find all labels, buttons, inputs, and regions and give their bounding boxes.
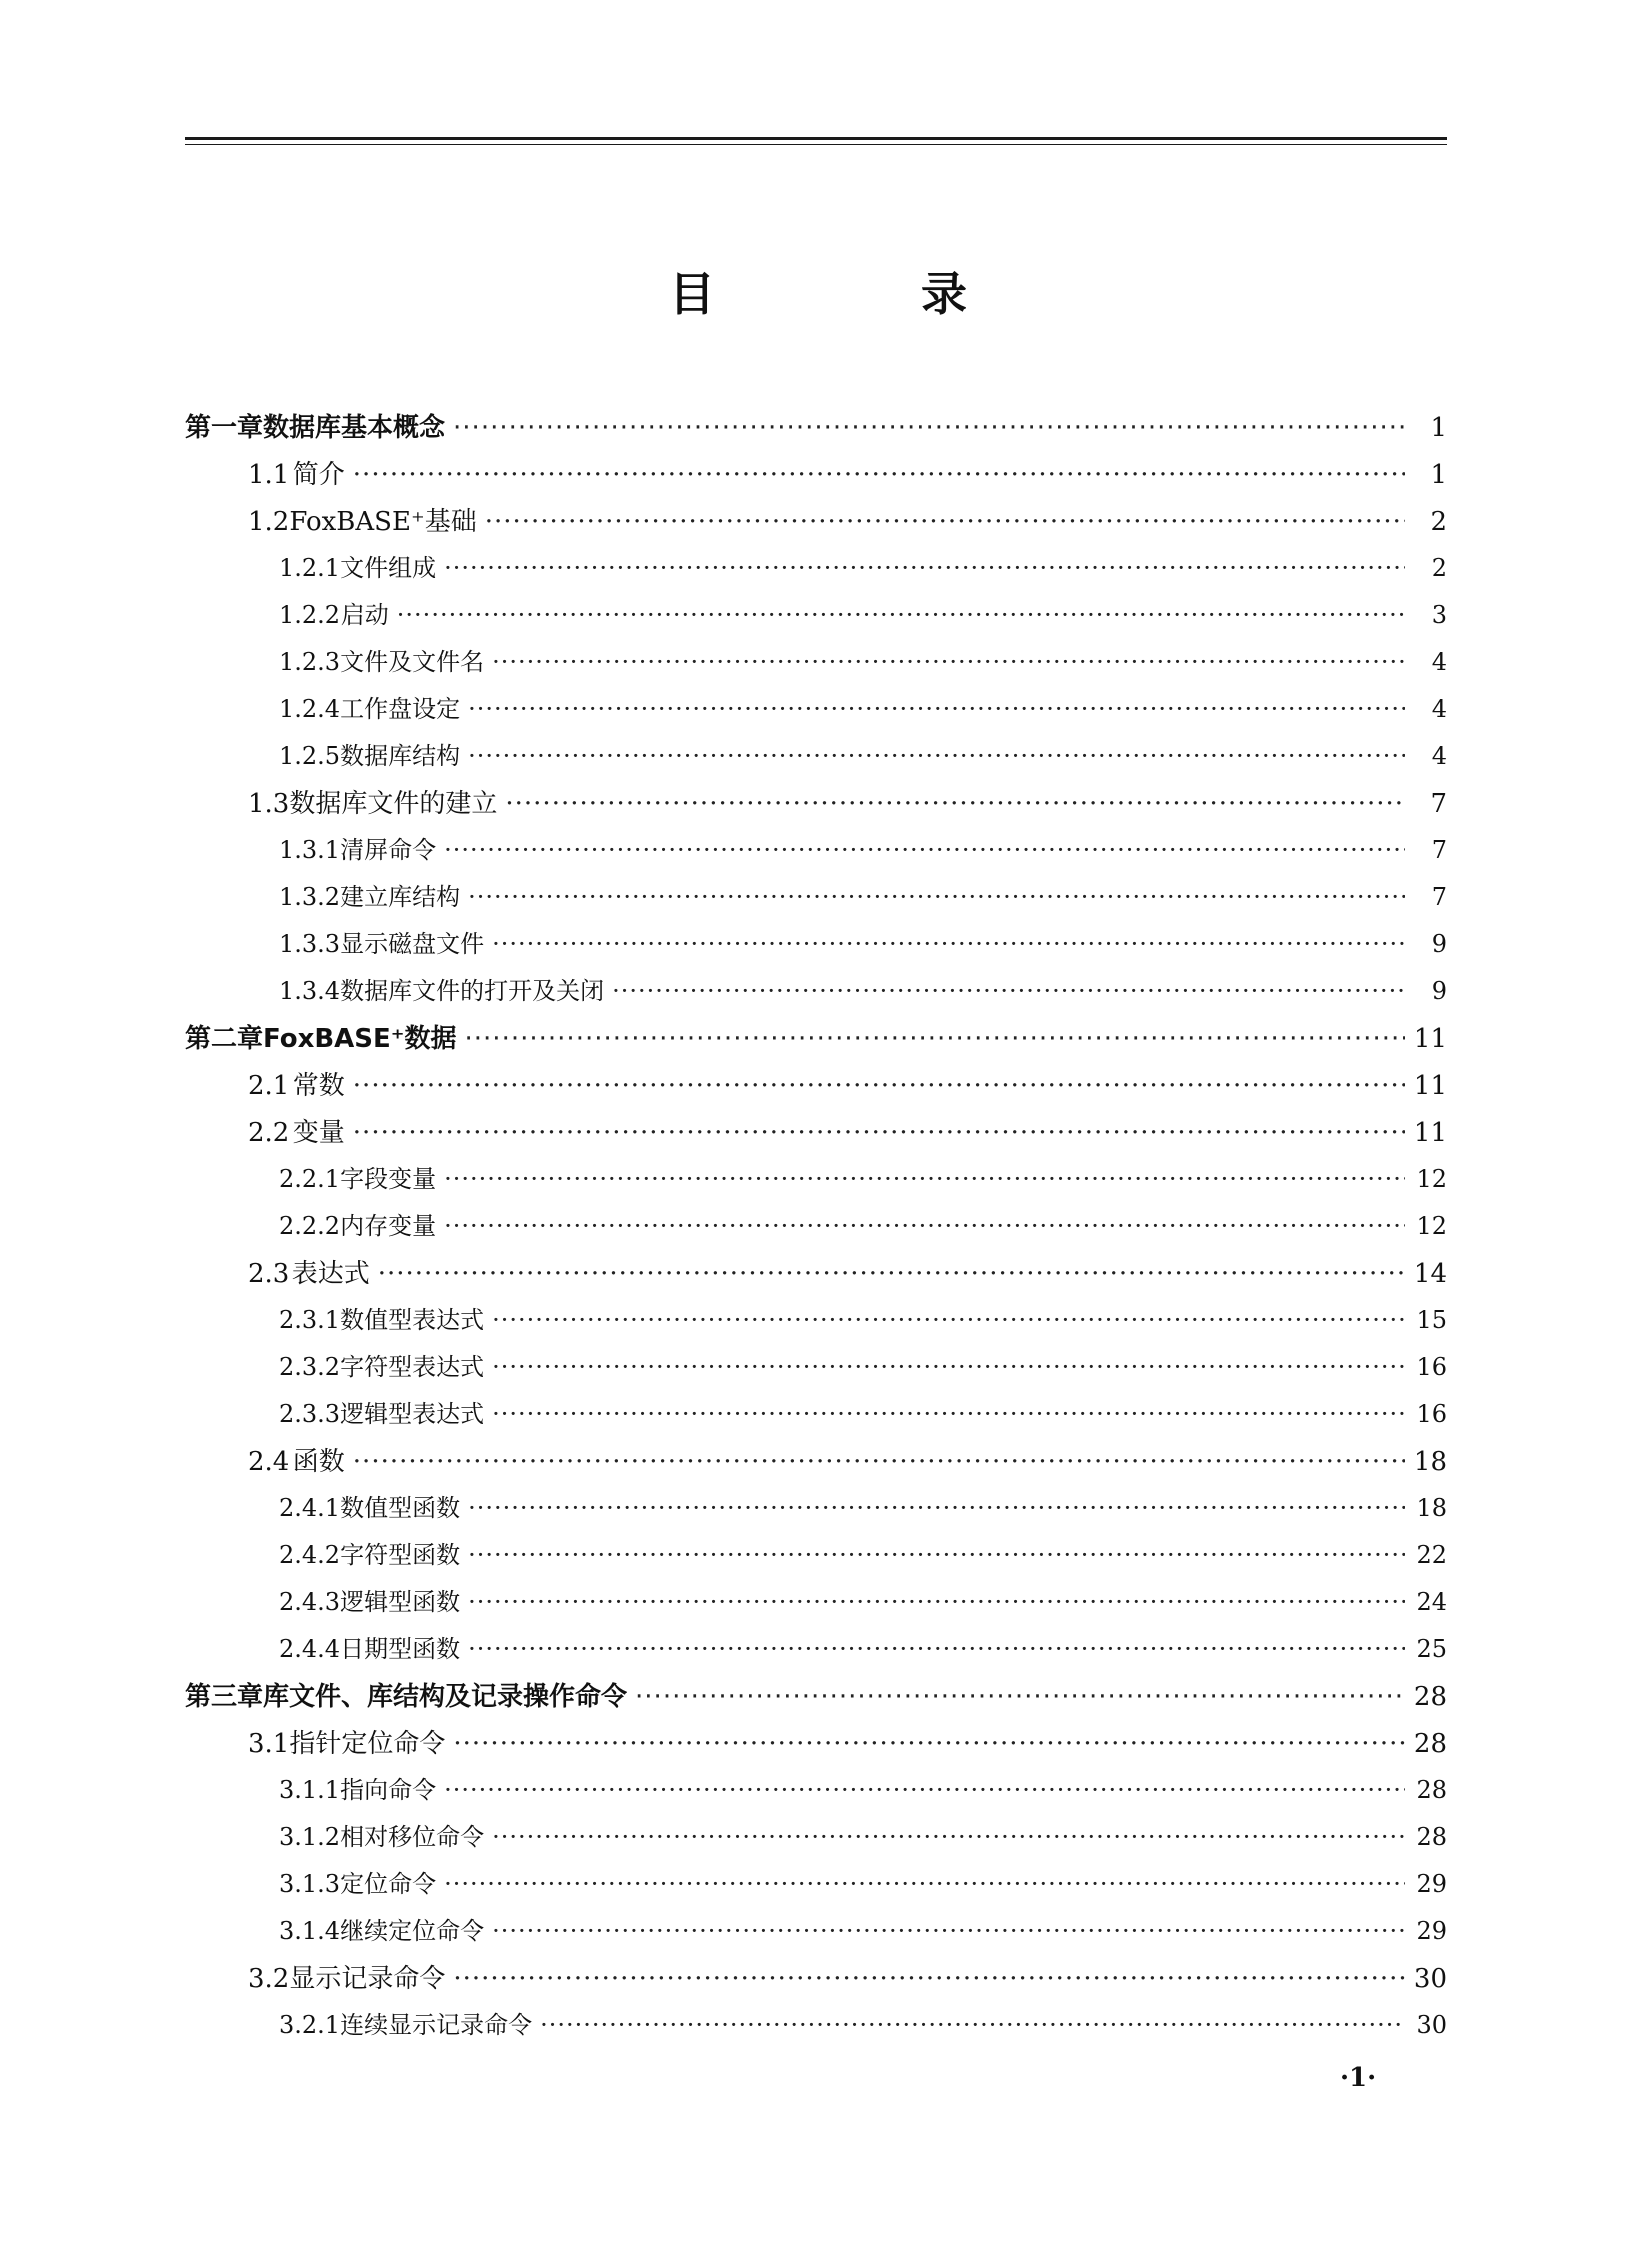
toc-entry-page: 30: [1413, 1964, 1447, 1994]
toc-entry-page: 18: [1413, 1447, 1447, 1477]
toc-entry: [185, 1864, 1447, 1911]
toc-entry-page: 1: [1430, 460, 1447, 490]
toc-entry-label: 指针定位命令: [289, 1729, 446, 1759]
toc-entry: [185, 1300, 1447, 1347]
toc-entry: [185, 1065, 1447, 1112]
toc-leader-dots: [353, 1118, 1405, 1148]
toc-entry: [185, 1441, 1447, 1488]
toc-entry-page: 9: [1431, 930, 1447, 958]
toc-entry: [185, 783, 1447, 830]
table-of-contents: [185, 407, 1447, 2052]
toc-entry-label: 表达式: [291, 1259, 370, 1289]
toc-entry-label: 继续定位命令: [340, 1917, 485, 1945]
toc-entry-page: 4: [1431, 742, 1447, 770]
toc-entry-label: 文件及文件名: [340, 648, 485, 676]
toc-entry: [185, 1488, 1447, 1535]
toc-leader-dots: [453, 1964, 1405, 1994]
toc-entry-page: 7: [1430, 789, 1447, 819]
toc-entry-label: 数据库文件的打开及关闭: [340, 977, 605, 1005]
toc-entry-page: 11: [1413, 1118, 1447, 1148]
toc-leader-dots: [378, 1259, 1405, 1289]
toc-entry-number: 3.1.1: [279, 1776, 341, 1804]
toc-entry-number: 3.1.4: [279, 1917, 341, 1945]
toc-leader-dots: [453, 1729, 1405, 1759]
toc-entry-page: 4: [1431, 695, 1447, 723]
toc-entry-page: 29: [1416, 1917, 1447, 1945]
toc-entry: [185, 1582, 1447, 1629]
toc-entry-label: 字符型函数: [340, 1541, 461, 1569]
toc-leader-dots: [465, 1024, 1405, 1054]
toc-leader-dots: [444, 836, 1405, 864]
toc-entry-label: 日期型函数: [340, 1635, 461, 1663]
toc-entry-label: 数据库结构: [340, 742, 461, 770]
toc-entry: [185, 971, 1447, 1018]
toc-entry: [185, 924, 1447, 971]
toc-leader-dots: [635, 1682, 1405, 1712]
toc-entry-label: 逻辑型表达式: [340, 1400, 485, 1428]
toc-leader-dots: [492, 1823, 1405, 1851]
toc-entry-number: 第一章: [185, 413, 264, 443]
toc-leader-dots: [444, 1870, 1405, 1898]
toc-entry-number: 2.4.4: [279, 1635, 341, 1663]
toc-entry: [185, 1253, 1447, 1300]
toc-leader-dots: [468, 1635, 1405, 1663]
toc-entry-label: 数值型函数: [340, 1494, 461, 1522]
toc-leader-dots: [353, 1071, 1405, 1101]
toc-entry-label: 文件组成: [340, 554, 437, 582]
toc-entry: [185, 454, 1447, 501]
toc-entry-label: 相对移位命令: [340, 1823, 485, 1851]
toc-entry-number: 1.1: [248, 460, 290, 490]
toc-entry-number: 1.2.5: [279, 742, 341, 770]
toc-entry: [185, 877, 1447, 924]
toc-entry-page: 12: [1416, 1165, 1447, 1193]
toc-entry-label: 显示记录命令: [289, 1964, 446, 1994]
toc-entry-number: 2.2.2: [279, 1212, 341, 1240]
toc-entry-page: 14: [1413, 1259, 1447, 1289]
toc-entry-page: 28: [1416, 1776, 1447, 1804]
toc-leader-dots: [492, 1353, 1405, 1381]
toc-entry: [185, 642, 1447, 689]
toc-entry-number: 1.3.3: [279, 930, 341, 958]
toc-entry-page: 18: [1416, 1494, 1447, 1522]
toc-entry-number: 1.3.2: [279, 883, 341, 911]
toc-leader-dots: [444, 1212, 1405, 1240]
toc-entry-page: 2: [1431, 554, 1447, 582]
toc-entry-page: 25: [1416, 1635, 1447, 1663]
toc-entry-label: 清屏命令: [340, 836, 437, 864]
toc-entry: [185, 736, 1447, 783]
toc-leader-dots: [453, 413, 1405, 443]
toc-leader-dots: [492, 1400, 1405, 1428]
toc-entry-number: 第二章: [185, 1024, 264, 1054]
toc-leader-dots: [468, 1541, 1405, 1569]
toc-entry-page: 30: [1416, 2011, 1447, 2039]
toc-entry-label: 指向命令: [340, 1776, 437, 1804]
toc-entry-page: 16: [1416, 1400, 1447, 1428]
toc-leader-dots: [468, 883, 1405, 911]
toc-entry: [185, 1770, 1447, 1817]
toc-entry-number: 3.2.1: [279, 2011, 341, 2039]
toc-entry: [185, 1159, 1447, 1206]
toc-entry-number: 2.4: [248, 1447, 290, 1477]
toc-entry-label: FoxBASE⁺基础: [289, 507, 477, 537]
toc-entry-number: 1.3: [248, 789, 290, 819]
toc-entry-number: 2.1: [248, 1071, 290, 1101]
toc-entry-page: 15: [1416, 1306, 1447, 1334]
toc-entry-page: 11: [1413, 1071, 1447, 1101]
toc-entry-number: 3.1.3: [279, 1870, 341, 1898]
toc-entry-label: 数据库文件的建立: [289, 789, 498, 819]
toc-entry-page: 1: [1430, 413, 1447, 443]
toc-entry-number: 2.2.1: [279, 1165, 341, 1193]
toc-entry-label: 数值型表达式: [340, 1306, 485, 1334]
toc-leader-dots: [492, 1917, 1405, 1945]
toc-entry-number: 2.3.3: [279, 1400, 341, 1428]
toc-entry: [185, 2005, 1447, 2052]
toc-entry-label: 库文件、库结构及记录操作命令: [263, 1682, 628, 1712]
toc-entry-page: 16: [1416, 1353, 1447, 1381]
toc-leader-dots: [353, 460, 1405, 490]
toc-leader-dots: [540, 2011, 1405, 2039]
toc-entry-number: 1.2: [248, 507, 290, 537]
toc-leader-dots: [468, 695, 1405, 723]
toc-entry: [185, 1112, 1447, 1159]
toc-entry-page: 9: [1431, 977, 1447, 1005]
toc-leader-dots: [505, 789, 1405, 819]
toc-entry-page: 22: [1416, 1541, 1447, 1569]
toc-entry: [185, 1347, 1447, 1394]
toc-entry-number: 1.3.1: [279, 836, 341, 864]
toc-entry-label: 字段变量: [340, 1165, 437, 1193]
toc-entry-number: 2.4.3: [279, 1588, 341, 1616]
toc-entry-page: 12: [1416, 1212, 1447, 1240]
toc-entry-label: 工作盘设定: [340, 695, 461, 723]
toc-entry: [185, 830, 1447, 877]
toc-leader-dots: [485, 507, 1405, 537]
toc-leader-dots: [444, 1165, 1405, 1193]
toc-entry: [185, 501, 1447, 548]
toc-entry: [185, 1817, 1447, 1864]
toc-entry-label: 常数: [292, 1071, 345, 1101]
toc-entry-number: 1.2.4: [279, 695, 341, 723]
toc-entry-number: 3.1: [248, 1729, 290, 1759]
toc-entry-number: 第三章: [185, 1682, 264, 1712]
toc-entry-page: 11: [1413, 1024, 1447, 1054]
toc-entry: [185, 1535, 1447, 1582]
toc-entry-number: 2.4.1: [279, 1494, 341, 1522]
toc-entry-page: 7: [1431, 836, 1447, 864]
toc-entry-label: 连续显示记录命令: [340, 2011, 533, 2039]
toc-entry-number: 2.4.2: [279, 1541, 341, 1569]
toc-entry: [185, 1018, 1447, 1065]
toc-leader-dots: [397, 601, 1405, 629]
toc-entry: [185, 1394, 1447, 1441]
toc-leader-dots: [353, 1447, 1405, 1477]
toc-entry-number: 3.1.2: [279, 1823, 341, 1851]
toc-entry-number: 1.2.3: [279, 648, 341, 676]
toc-entry-number: 2.2: [248, 1118, 290, 1148]
header-rule-thick: [185, 137, 1447, 140]
toc-entry-number: 1.3.4: [279, 977, 341, 1005]
toc-entry-page: 24: [1416, 1588, 1447, 1616]
toc-entry-label: 逻辑型函数: [340, 1588, 461, 1616]
toc-leader-dots: [468, 742, 1405, 770]
toc-entry-page: 4: [1431, 648, 1447, 676]
toc-entry: [185, 595, 1447, 642]
toc-entry: [185, 689, 1447, 736]
toc-leader-dots: [492, 930, 1405, 958]
toc-entry-page: 29: [1416, 1870, 1447, 1898]
toc-leader-dots: [444, 554, 1405, 582]
toc-leader-dots: [492, 648, 1405, 676]
toc-entry-number: 1.2.1: [279, 554, 341, 582]
page-title: 目 录: [669, 267, 1047, 321]
toc-entry-number: 2.3.1: [279, 1306, 341, 1334]
toc-entry-label: 数据库基本概念: [263, 413, 446, 443]
toc-entry: [185, 1629, 1447, 1676]
toc-entry-label: 定位命令: [340, 1870, 437, 1898]
toc-entry-page: 28: [1416, 1823, 1447, 1851]
toc-leader-dots: [444, 1776, 1405, 1804]
toc-entry-number: 3.2: [248, 1964, 290, 1994]
toc-entry-page: 3: [1431, 601, 1447, 629]
header-rule-thin: [185, 144, 1447, 145]
toc-leader-dots: [612, 977, 1405, 1005]
toc-entry-number: 2.3.2: [279, 1353, 341, 1381]
toc-entry-number: 2.3: [248, 1259, 290, 1289]
toc-entry-label: 建立库结构: [340, 883, 461, 911]
toc-entry-label: FoxBASE⁺数据: [263, 1024, 457, 1054]
toc-entry-label: 变量: [292, 1118, 345, 1148]
toc-entry: [185, 1723, 1447, 1770]
toc-entry-label: 启动: [340, 601, 389, 629]
toc-entry: [185, 1958, 1447, 2005]
toc-leader-dots: [492, 1306, 1405, 1334]
toc-entry-page: 7: [1431, 883, 1447, 911]
toc-entry: [185, 548, 1447, 595]
toc-entry-label: 简介: [292, 460, 345, 490]
toc-entry: [185, 1911, 1447, 1958]
toc-entry-number: 1.2.2: [279, 601, 341, 629]
toc-entry-label: 显示磁盘文件: [340, 930, 485, 958]
toc-entry-label: 函数: [292, 1447, 345, 1477]
toc-entry-page: 28: [1413, 1729, 1447, 1759]
toc-entry-label: 内存变量: [340, 1212, 437, 1240]
toc-entry: [185, 1206, 1447, 1253]
toc-leader-dots: [468, 1588, 1405, 1616]
toc-leader-dots: [468, 1494, 1405, 1522]
toc-entry: [185, 407, 1447, 454]
toc-entry-label: 字符型表达式: [340, 1353, 485, 1381]
toc-entry-page: 28: [1413, 1682, 1447, 1712]
toc-entry: [185, 1676, 1447, 1723]
page-number: ·1·: [1340, 2063, 1377, 2093]
toc-entry-page: 2: [1430, 507, 1447, 537]
